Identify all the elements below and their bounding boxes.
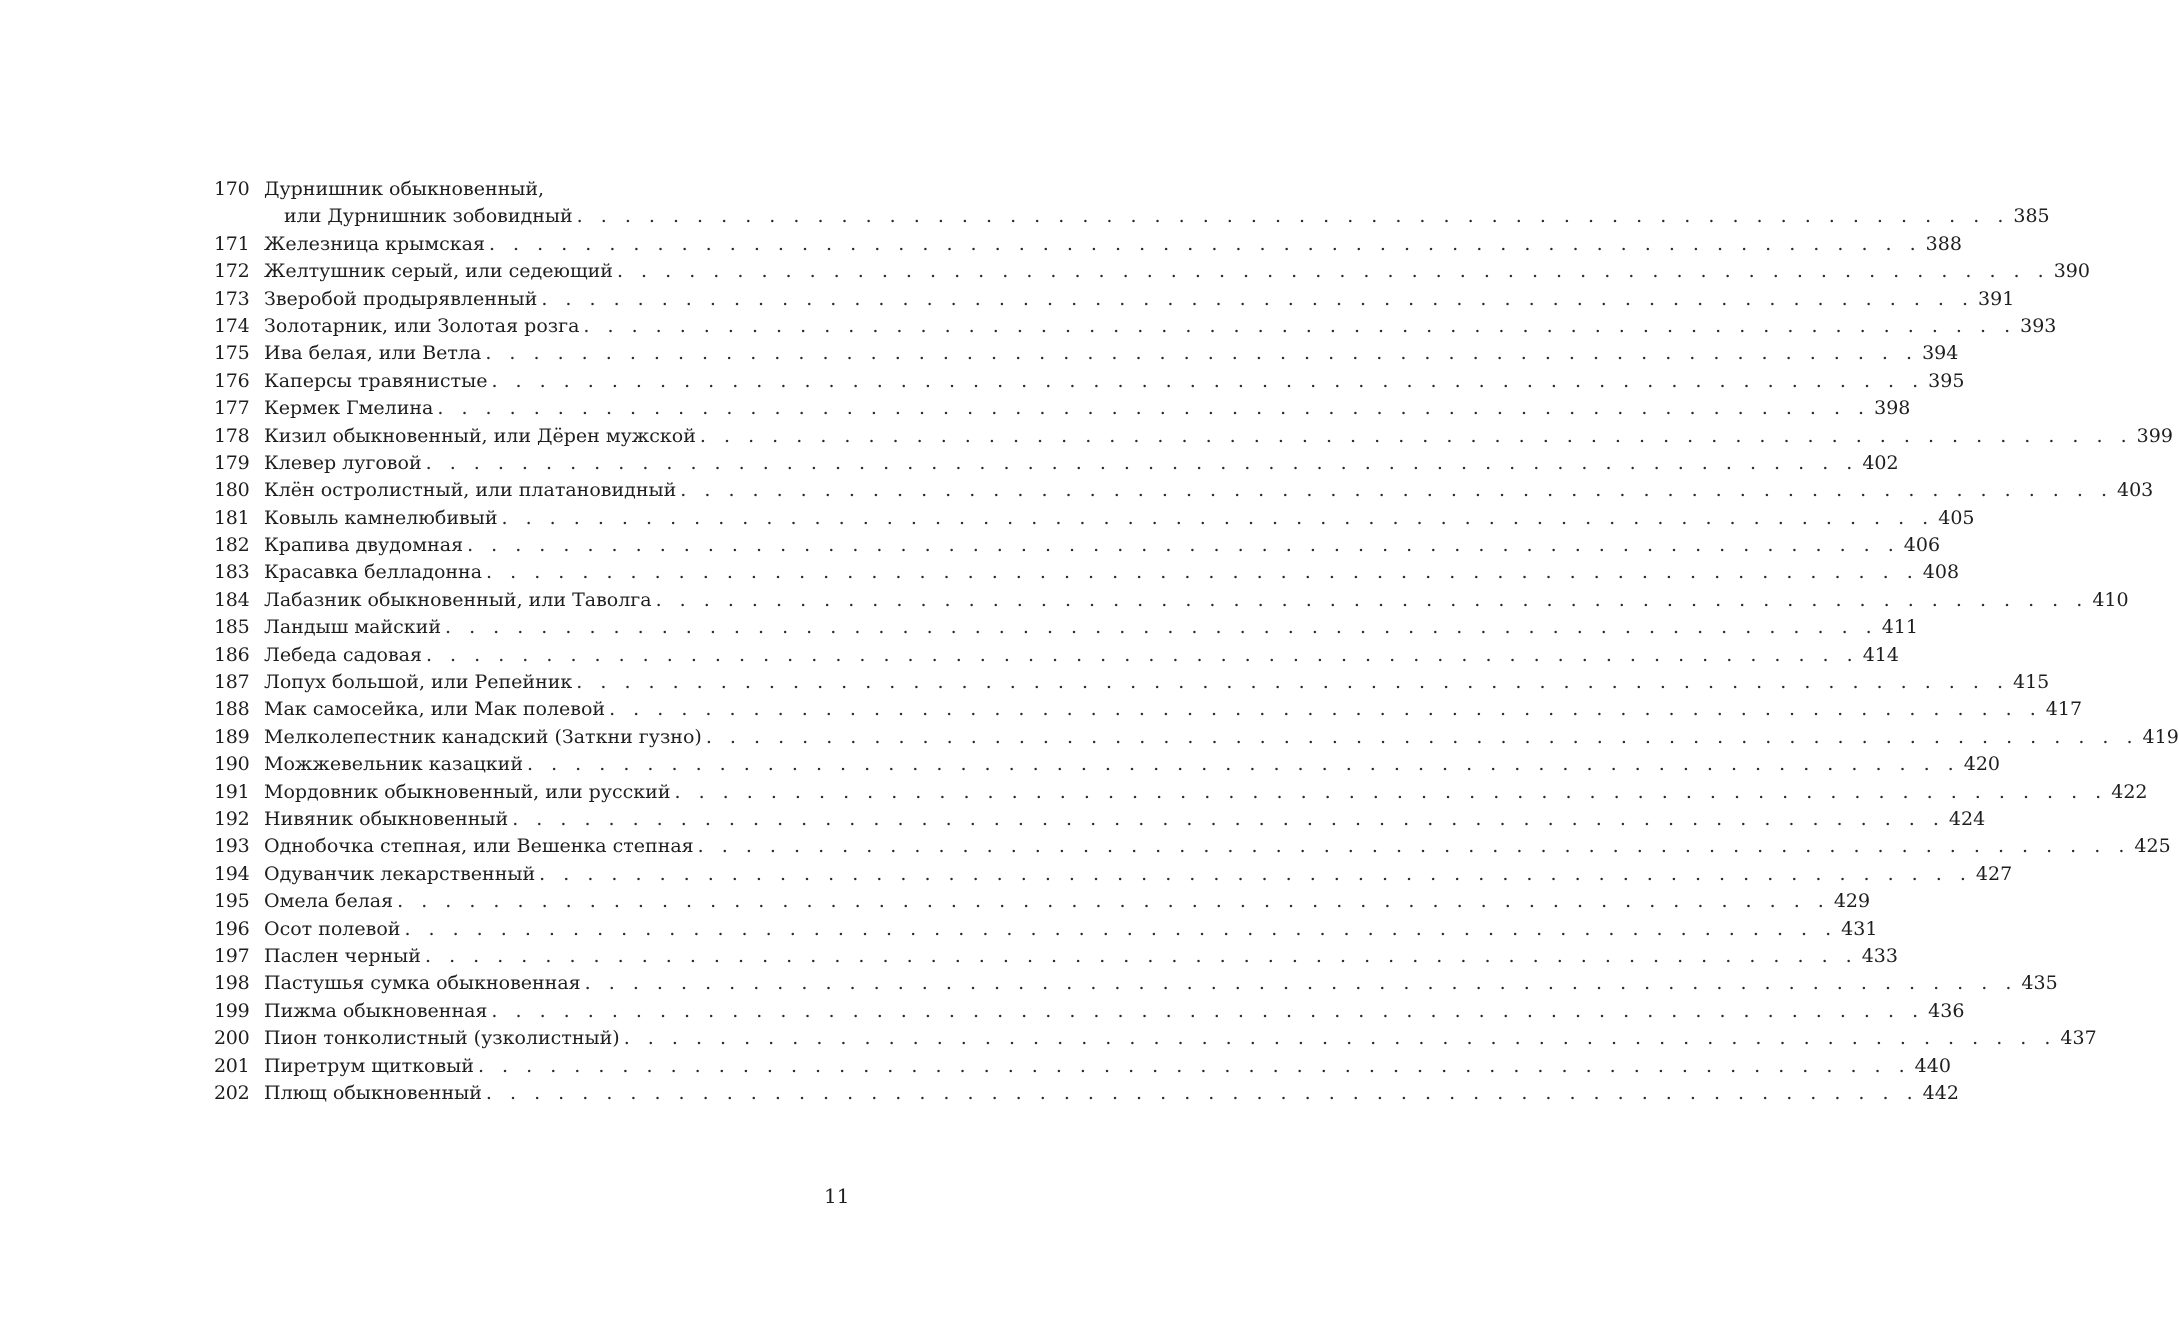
dot-leader xyxy=(680,477,2113,504)
toc-entry-number: 178 xyxy=(214,424,250,447)
toc-entry-page: 436 xyxy=(1928,999,1965,1022)
dot-leader xyxy=(675,779,2108,806)
toc-entry-191[interactable] xyxy=(214,779,2148,806)
toc-entry-195[interactable] xyxy=(214,888,1871,915)
toc-entry-page: 417 xyxy=(2045,698,2083,721)
dot-leader xyxy=(527,751,1960,778)
toc-entry-title: Пиретрум щитковый xyxy=(264,1054,474,1077)
toc-entry-title: Клён остролистный, или платановидный xyxy=(264,479,677,502)
toc-entry-189[interactable] xyxy=(214,724,2179,751)
toc-entry-page: 433 xyxy=(1861,944,1898,967)
toc-entry-title: Красавка белладонна xyxy=(264,561,483,584)
toc-entry-page: 402 xyxy=(1862,451,1899,474)
toc-entry-title: Мордовник обыкновенный, или русский xyxy=(264,780,671,803)
toc-entry-page: 411 xyxy=(1881,616,1918,639)
toc-entry-title: Ковыль камнелюбивый xyxy=(264,506,498,529)
toc-entry-title: Лопух большой, или Репейник xyxy=(264,671,573,694)
toc-entry-number: 189 xyxy=(214,725,250,748)
toc-entry-page: 425 xyxy=(2134,835,2171,858)
dot-leader xyxy=(426,450,1859,477)
toc-entry-number: 171 xyxy=(214,232,250,255)
toc-entry-page: 388 xyxy=(1925,232,1962,255)
dot-leader xyxy=(491,998,1924,1025)
dot-leader xyxy=(700,423,2133,450)
toc-entry-title: Железница крымская xyxy=(264,232,485,255)
toc-entry-page: 427 xyxy=(1975,862,2013,885)
dot-leader xyxy=(491,368,1924,395)
dot-leader xyxy=(512,806,1945,833)
toc-entry-page: 419 xyxy=(2142,725,2179,748)
dot-leader xyxy=(576,669,2009,696)
toc-entry-number: 173 xyxy=(214,287,250,310)
toc-entry-page: 431 xyxy=(1841,917,1878,940)
toc-entry-title: Ива белая, или Ветла xyxy=(264,342,482,365)
toc-entry-190[interactable] xyxy=(214,751,2000,778)
toc-entry-178[interactable] xyxy=(214,423,2173,450)
toc-entry-number: 180 xyxy=(214,479,250,502)
dot-leader xyxy=(486,1080,1919,1107)
dot-leader xyxy=(489,231,1922,258)
dot-leader xyxy=(577,203,2010,230)
toc-entry-179[interactable] xyxy=(214,450,1899,477)
toc-entry-page: 395 xyxy=(1928,369,1965,392)
toc-entry-title: Золотарник, или Золотая розга xyxy=(264,314,580,337)
toc-entry-number: 197 xyxy=(214,944,250,967)
toc-entry-title: Одуванчик лекарственный xyxy=(264,862,536,885)
toc-entry-body xyxy=(264,176,2050,231)
page-number: 11 xyxy=(824,1184,850,1208)
dot-leader xyxy=(425,943,1858,970)
toc-entry-173[interactable] xyxy=(214,286,2015,313)
toc-entry-page: 435 xyxy=(2021,972,2058,995)
toc-entry-198[interactable] xyxy=(214,970,2058,997)
dot-leader xyxy=(404,916,1837,943)
toc-entry-title: Мак самосейка, или Мак полевой xyxy=(264,698,606,721)
toc-entry-number: 181 xyxy=(214,506,250,529)
toc-entry-title: Плющ обыкновенный xyxy=(264,1081,482,1104)
toc-entry-number: 192 xyxy=(214,807,250,830)
dot-leader xyxy=(478,1053,1911,1080)
toc-entry-201[interactable] xyxy=(214,1053,1951,1080)
toc-entry-202[interactable] xyxy=(214,1080,1959,1107)
toc-entry-184[interactable] xyxy=(214,587,2129,614)
toc-entry-200[interactable] xyxy=(214,1025,2097,1052)
toc-entry-title: Паслен черный xyxy=(264,944,421,967)
dot-leader xyxy=(397,888,1830,915)
toc-entry-page: 390 xyxy=(2053,260,2090,283)
toc-entry-title: Омела белая xyxy=(264,890,394,913)
toc-entry-title: Пижма обыкновенная xyxy=(264,999,488,1022)
toc-entry-title: Клевер луговой xyxy=(264,451,422,474)
toc-entry-page: 398 xyxy=(1874,397,1911,420)
toc-entry-182[interactable] xyxy=(214,532,1941,559)
toc-entry-title-line1: Дурнишник обыкновенный, xyxy=(264,178,545,200)
toc-entry-page: 424 xyxy=(1948,807,1986,830)
toc-entry-number: 202 xyxy=(214,1081,250,1104)
dot-leader xyxy=(609,696,2042,723)
toc-entry-number: 182 xyxy=(214,534,250,557)
dot-leader xyxy=(502,505,1935,532)
toc-entry-171[interactable] xyxy=(214,231,1962,258)
toc-entry-title: Лебеда садовая xyxy=(264,643,422,666)
dot-leader xyxy=(698,833,2131,860)
toc-entry-page: 429 xyxy=(1833,890,1871,913)
toc-entry-199[interactable] xyxy=(214,998,1965,1025)
toc-entry-number: 196 xyxy=(214,917,250,940)
toc-entry-181[interactable] xyxy=(214,505,1975,532)
dot-leader xyxy=(437,395,1870,422)
toc-entry-192[interactable] xyxy=(214,806,1986,833)
toc-entry-title: Пастушья сумка обыкновенная xyxy=(264,972,581,995)
toc-entry-title-line2: или Дурнишник зобовидный xyxy=(284,205,573,228)
dot-leader xyxy=(486,559,1919,586)
toc-entry-title: Крапива двудомная xyxy=(264,534,464,557)
toc-entry-title: Мелколепестник канадский (Заткни гузно) xyxy=(264,725,702,748)
toc-entry-page: 440 xyxy=(1914,1054,1951,1077)
toc-entry-number: 201 xyxy=(214,1054,250,1077)
toc-entry-title: Пион тонколистный (узколистный) xyxy=(264,1027,620,1050)
toc-entry-page: 406 xyxy=(1903,534,1941,557)
toc-entry-page: 408 xyxy=(1922,561,1960,584)
toc-entry-page: 410 xyxy=(2092,588,2129,611)
toc-entry-177[interactable] xyxy=(214,395,1911,422)
toc-entry-title: Осот полевой xyxy=(264,917,401,940)
toc-entry-page: 415 xyxy=(2013,671,2050,694)
toc-entry-number: 193 xyxy=(214,835,250,858)
dot-leader xyxy=(617,258,2050,285)
toc-entry-number: 174 xyxy=(214,314,250,337)
toc-entry-number: 190 xyxy=(214,753,250,776)
toc-entry-number: 191 xyxy=(214,780,250,803)
toc-entry-number: 175 xyxy=(214,342,250,365)
toc-entry-183[interactable] xyxy=(214,559,1960,586)
toc-entry-172[interactable] xyxy=(214,258,2090,285)
toc-entry-page: 385 xyxy=(2013,205,2050,228)
toc-entry-title: Каперсы травянистые xyxy=(264,369,488,392)
toc-entry-page: 394 xyxy=(1922,342,1959,365)
toc-entry-page: 422 xyxy=(2111,780,2148,803)
toc-entry-page: 393 xyxy=(2020,314,2057,337)
toc-entry-page: 442 xyxy=(1922,1081,1959,1104)
toc-entry-number: 195 xyxy=(214,890,250,913)
toc-entry-176[interactable] xyxy=(214,368,1965,395)
toc-entry-number: 177 xyxy=(214,397,250,420)
toc-entry-187[interactable] xyxy=(214,669,2050,696)
toc-entry-number: 172 xyxy=(214,260,250,283)
toc-entry-number: 198 xyxy=(214,972,250,995)
toc-entry-number: 179 xyxy=(214,451,250,474)
toc-entry-188[interactable] xyxy=(214,696,2083,723)
toc-entry-page: 391 xyxy=(1978,287,2015,310)
toc-entry-197[interactable] xyxy=(214,943,1898,970)
toc-entry-170[interactable] xyxy=(214,176,2050,231)
toc-entry-page: 405 xyxy=(1938,506,1975,529)
toc-entry-page: 437 xyxy=(2060,1027,2097,1050)
toc-entry-title: Кермек Гмелина xyxy=(264,397,434,420)
dot-leader xyxy=(624,1025,2057,1052)
toc-entry-page: 414 xyxy=(1862,643,1899,666)
dot-leader xyxy=(656,587,2089,614)
toc-entry-174[interactable] xyxy=(214,313,2057,340)
toc-entry-number: 194 xyxy=(214,862,250,885)
toc-entry-page: 420 xyxy=(1963,753,2000,776)
toc-entry-title: Лабазник обыкновенный, или Таволга xyxy=(264,588,652,611)
toc-entry-title: Кизил обыкновенный, или Дёрен мужской xyxy=(264,424,696,447)
dot-leader xyxy=(583,313,2016,340)
toc-entry-page: 403 xyxy=(2117,479,2154,502)
dot-leader xyxy=(426,642,1859,669)
toc-entry-number: 170 xyxy=(214,178,250,200)
toc-entry-193[interactable] xyxy=(214,833,2171,860)
toc-entry-175[interactable] xyxy=(214,340,1959,367)
table-of-contents xyxy=(214,176,2179,1107)
toc-entry-number: 184 xyxy=(214,588,250,611)
toc-entry-number: 176 xyxy=(214,369,250,392)
toc-entry-number: 186 xyxy=(214,643,250,666)
dot-leader xyxy=(539,861,1972,888)
toc-entry-194[interactable] xyxy=(214,861,2013,888)
toc-entry-186[interactable] xyxy=(214,642,1899,669)
toc-entry-title: Желтушник серый, или седеющий xyxy=(264,260,613,283)
dot-leader xyxy=(585,970,2018,997)
toc-entry-number: 188 xyxy=(214,698,250,721)
toc-entry-number: 187 xyxy=(214,671,250,694)
toc-entry-number: 199 xyxy=(214,999,250,1022)
toc-entry-196[interactable] xyxy=(214,916,1878,943)
toc-entry-title: Зверобой продырявленный xyxy=(264,287,538,310)
toc-entry-number: 183 xyxy=(214,561,250,584)
toc-entry-page: 399 xyxy=(2136,424,2173,447)
toc-entry-title: Однобочка степная, или Вешенка степная xyxy=(264,835,694,858)
toc-entry-number: 200 xyxy=(214,1027,250,1050)
dot-leader xyxy=(541,286,1974,313)
dot-leader xyxy=(467,532,1900,559)
toc-entry-185[interactable] xyxy=(214,614,1918,641)
dot-leader xyxy=(706,724,2139,751)
toc-entry-number: 185 xyxy=(214,616,250,639)
toc-entry-180[interactable] xyxy=(214,477,2154,504)
toc-entry-title: Ландыш майский xyxy=(264,616,441,639)
toc-entry-title: Можжевельник казацкий xyxy=(264,753,524,776)
dot-leader xyxy=(485,340,1918,367)
dot-leader xyxy=(445,614,1878,641)
toc-entry-title: Нивяник обыкновенный xyxy=(264,807,509,830)
